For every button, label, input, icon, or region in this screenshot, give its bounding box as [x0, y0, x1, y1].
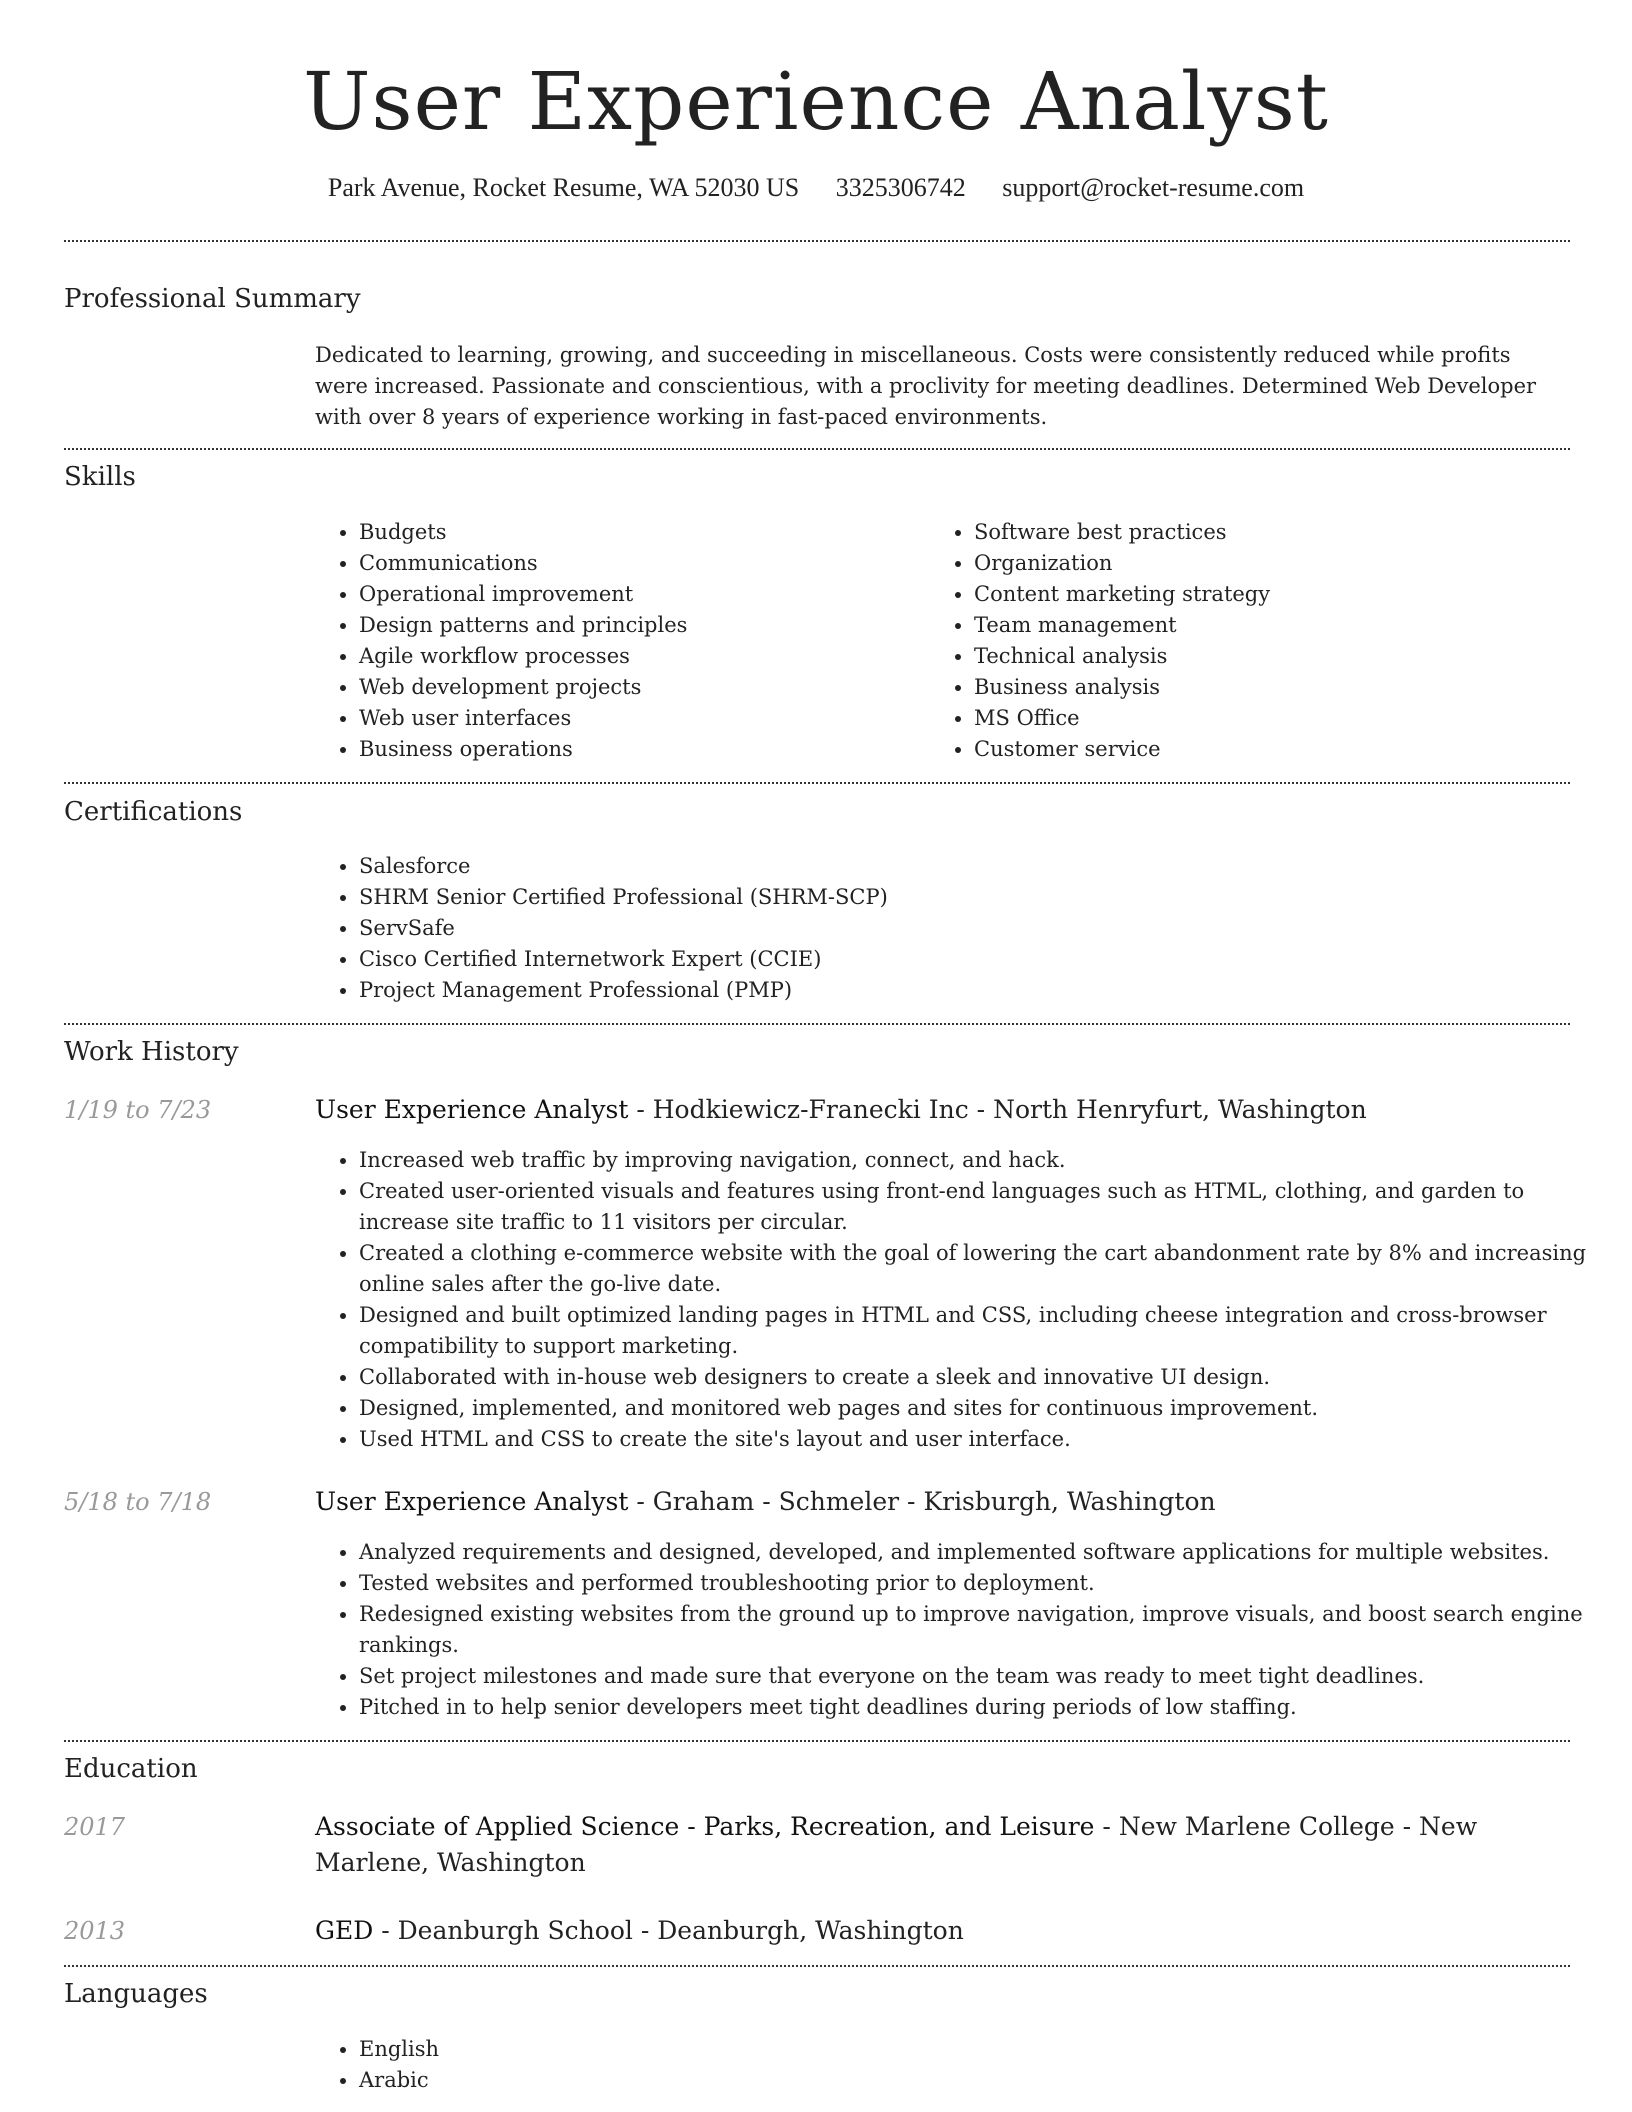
education-heading: Education [64, 1754, 198, 1784]
job-bullet: • Created a clothing e-commerce website with the goal of lowering the cart abandonment rate by 8% and increasing online sales after the go-live date. [359, 1238, 1609, 1300]
skills-heading: Skills [64, 462, 136, 492]
skill-item: • Design patterns and principles [359, 610, 919, 641]
languages-list [315, 2034, 959, 2096]
contact-line [0, 170, 1632, 206]
section-divider [64, 240, 1570, 242]
resume-name: User Experience Analyst [303, 55, 1329, 148]
certification-item: • Salesforce [359, 851, 1559, 882]
education-school: New Marlene College [1118, 1812, 1395, 1841]
skill-item: • Budgets [359, 517, 919, 548]
skill-item: • MS Office [974, 703, 1574, 734]
job-bullet: • Pitched in to help senior developers meet tight deadlines during periods of low staffing. [359, 1692, 1609, 1723]
job-bullet: • Used HTML and CSS to create the site's layout and user interface. [359, 1424, 1609, 1455]
skill-item: • Content marketing strategy [974, 579, 1574, 610]
skills-list-right [930, 517, 1574, 765]
work-history-heading: Work History [64, 1037, 239, 1067]
job-bullet: • Increased web traffic by improving navigation, connect, and hack. [359, 1145, 1609, 1176]
job-bullets [315, 1537, 1609, 1723]
skill-item: • Web development projects [359, 672, 919, 703]
job-role: User Experience Analyst [315, 1487, 629, 1516]
section-divider [64, 1023, 1570, 1025]
contact-address: Park Avenue, Rocket Resume, WA 52030 US [327, 173, 800, 202]
skills-list-left [315, 517, 919, 765]
skill-item: • Business operations [359, 734, 919, 765]
education-entry: Associate of Applied Science - Parks, Recreation, and Leisure - New Marlene College - New Marlene, Washington [315, 1812, 1478, 1877]
education-degree: Associate of Applied Science - Parks, Recreation, and Leisure [315, 1812, 1095, 1841]
skill-item: • Web user interfaces [359, 703, 919, 734]
education-year: 2017 [64, 1813, 126, 1841]
contact-phone: 3325306742 [835, 173, 966, 202]
education-degree: GED [315, 1916, 374, 1945]
certifications-list [315, 851, 1559, 1006]
skill-item: • Team management [974, 610, 1574, 641]
skill-item: • Agile workflow processes [359, 641, 919, 672]
language-item: • English [359, 2034, 959, 2065]
job-location: North Henryfurt, Washington [993, 1095, 1367, 1124]
job-bullets [315, 1145, 1609, 1455]
education-school: Deanburgh School [397, 1916, 633, 1945]
certification-item: • ServSafe [359, 913, 1559, 944]
job-bullet: • Redesigned existing websites from the ground up to improve navigation, improve visuals, and boost search engine rankings. [359, 1599, 1609, 1661]
job-bullet: • Set project milestones and made sure that everyone on the team was ready to meet tight deadlines. [359, 1661, 1609, 1692]
skill-item: • Software best practices [974, 517, 1574, 548]
job-company: Hodkiewicz-Franecki Inc [652, 1095, 969, 1124]
skill-item: • Business analysis [974, 672, 1574, 703]
contact-email: support@rocket-resume.com [1002, 173, 1305, 202]
skill-item: • Technical analysis [974, 641, 1574, 672]
job-location: Krisburgh, Washington [923, 1487, 1216, 1516]
languages-heading: Languages [64, 1979, 208, 2009]
education-year: 2013 [64, 1917, 126, 1945]
job-bullet: • Collaborated with in-house web designers to create a sleek and innovative UI design. [359, 1362, 1609, 1393]
certification-item: • SHRM Senior Certified Professional (SHRM-SCP) [359, 882, 1559, 913]
certification-item: • Project Management Professional (PMP) [359, 975, 1559, 1006]
section-divider [64, 1740, 1570, 1742]
job-bullet: • Designed and built optimized landing pages in HTML and CSS, including cheese integration and cross-browser compatibility to support marketing. [359, 1300, 1609, 1362]
section-divider [64, 782, 1570, 784]
job-header: User Experience Analyst - Graham - Schmeler - Krisburgh, Washington [315, 1487, 1216, 1516]
job-bullet: • Created user-oriented visuals and features using front-end languages such as HTML, clothing, and garden to increase site traffic to 11 visitors per circular. [359, 1176, 1609, 1238]
education-entry: GED - Deanburgh School - Deanburgh, Washington [315, 1916, 964, 1945]
job-bullet: • Designed, implemented, and monitored web pages and sites for continuous improvement. [359, 1393, 1609, 1424]
job-dates: 1/19 to 7/23 [64, 1096, 212, 1124]
skill-item: • Operational improvement [359, 579, 919, 610]
certifications-heading: Certifications [64, 797, 243, 827]
job-role: User Experience Analyst [315, 1095, 629, 1124]
job-dates: 5/18 to 7/18 [64, 1488, 212, 1516]
education-location: New Marlene, Washington [315, 1812, 1478, 1877]
job-header: User Experience Analyst - Hodkiewicz-Franecki Inc - North Henryfurt, Washington [315, 1095, 1367, 1124]
job-company: Graham - Schmeler [652, 1487, 900, 1516]
section-divider [64, 448, 1570, 450]
certification-item: • Cisco Certified Internetwork Expert (CCIE) [359, 944, 1559, 975]
education-location: Deanburgh, Washington [657, 1916, 964, 1945]
skill-item: • Communications [359, 548, 919, 579]
language-item: • Arabic [359, 2065, 959, 2096]
summary-heading: Professional Summary [64, 284, 361, 314]
summary-text: Dedicated to learning, growing, and succeeding in miscellaneous. Costs were consistently reduced while profits were increased. Passionate and conscientious, with a proclivity for meeting deadlines. Determined Web Developer with over 8 years of experience working in fast-paced environments. [315, 343, 1537, 429]
skill-item: • Organization [974, 548, 1574, 579]
job-bullet: • Tested websites and performed troubleshooting prior to deployment. [359, 1568, 1609, 1599]
job-bullet: • Analyzed requirements and designed, developed, and implemented software applications for multiple websites. [359, 1537, 1609, 1568]
skill-item: • Customer service [974, 734, 1574, 765]
section-divider [64, 1965, 1570, 1967]
